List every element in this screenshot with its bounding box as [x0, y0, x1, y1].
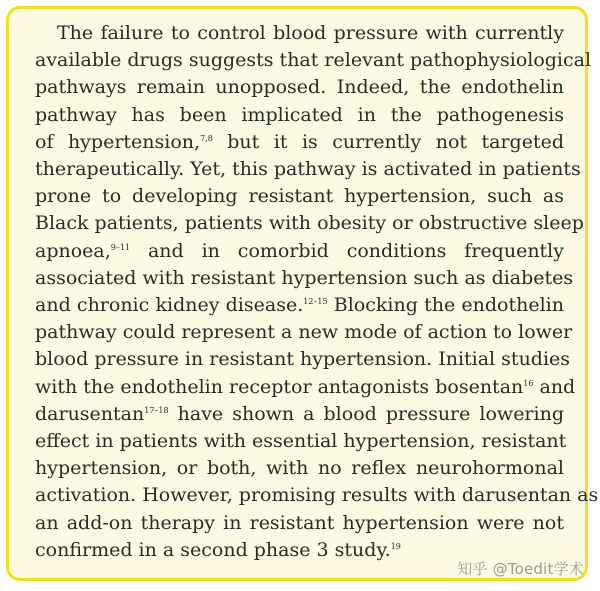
- line-text: hypertension, or both, with no reflex neurohormonal: [35, 457, 564, 480]
- text-line: [35, 102, 564, 129]
- line-text: and chronic kidney disease.: [35, 294, 304, 317]
- text-line: [35, 210, 584, 237]
- text-line: [35, 156, 581, 183]
- citation-superscript: 17–18: [144, 405, 169, 415]
- line-text: prone to developing resistant hypertension, such as: [35, 185, 564, 208]
- line-text: effect in patients with essential hypertension, resistant: [35, 430, 567, 453]
- citation-superscript: 7,8: [200, 133, 213, 143]
- line-text: therapeutically. Yet, this pathway is activated in patients: [35, 158, 581, 181]
- line-text: pathway has been implicated in the pathogenesis: [35, 103, 564, 126]
- text-line: [35, 183, 564, 210]
- line-text-continued: Blocking the endothelin: [327, 294, 564, 317]
- text-line: [35, 265, 574, 292]
- text-line: [35, 20, 564, 47]
- line-text-continued: have shown a blood pressure lowering: [168, 402, 564, 425]
- line-text-continued: and: [533, 375, 576, 398]
- line-text: pathways remain unopposed. Indeed, the endothelin: [35, 76, 564, 99]
- line-text: The failure to control blood pressure with currently: [57, 22, 564, 44]
- line-text: associated with resistant hypertension such as diabetes: [35, 266, 574, 289]
- text-line: [35, 482, 599, 509]
- line-text: darusentan: [35, 402, 145, 425]
- line-text: confirmed in a second phase 3 study.: [35, 538, 391, 561]
- line-text: available drugs suggests that relevant pathophysiological: [35, 49, 592, 72]
- text-line: [35, 292, 564, 319]
- line-text: pathway could represent a new mode of action to lower: [35, 321, 573, 344]
- text-line: [35, 47, 592, 74]
- citation-superscript: 16: [523, 378, 534, 388]
- body-paragraph: [35, 20, 599, 564]
- text-line: [35, 510, 564, 537]
- line-text: of hypertension,: [35, 130, 201, 153]
- text-line: [35, 455, 564, 482]
- text-line: [35, 346, 571, 373]
- line-text: apnoea,: [35, 239, 111, 262]
- text-line: [35, 428, 567, 455]
- line-text: activation. However, promising results with darusentan as: [35, 484, 599, 507]
- watermark-text: 知乎 @Toedit学术: [457, 560, 584, 578]
- text-line: [35, 374, 576, 401]
- text-line: [35, 129, 564, 156]
- quote-frame: [6, 6, 599, 581]
- text-line: [35, 238, 564, 265]
- citation-superscript: 9–11: [110, 242, 131, 252]
- citation-superscript: 19: [390, 541, 401, 551]
- line-text: an add-on therapy in resistant hypertension were not: [35, 511, 564, 534]
- line-text: with the endothelin receptor antagonists bosentan: [35, 375, 524, 398]
- line-text: Black patients, patients with obesity or obstructive sleep: [35, 212, 584, 235]
- line-text: blood pressure in resistant hypertension. Initial studies: [35, 348, 571, 371]
- text-line: [35, 319, 573, 346]
- line-text-continued: and in comorbid conditions frequently: [130, 239, 564, 262]
- text-line: [35, 401, 564, 428]
- line-text-continued: but it is currently not targeted: [212, 130, 564, 153]
- text-line: [35, 74, 564, 101]
- citation-superscript: 12–15: [303, 297, 328, 307]
